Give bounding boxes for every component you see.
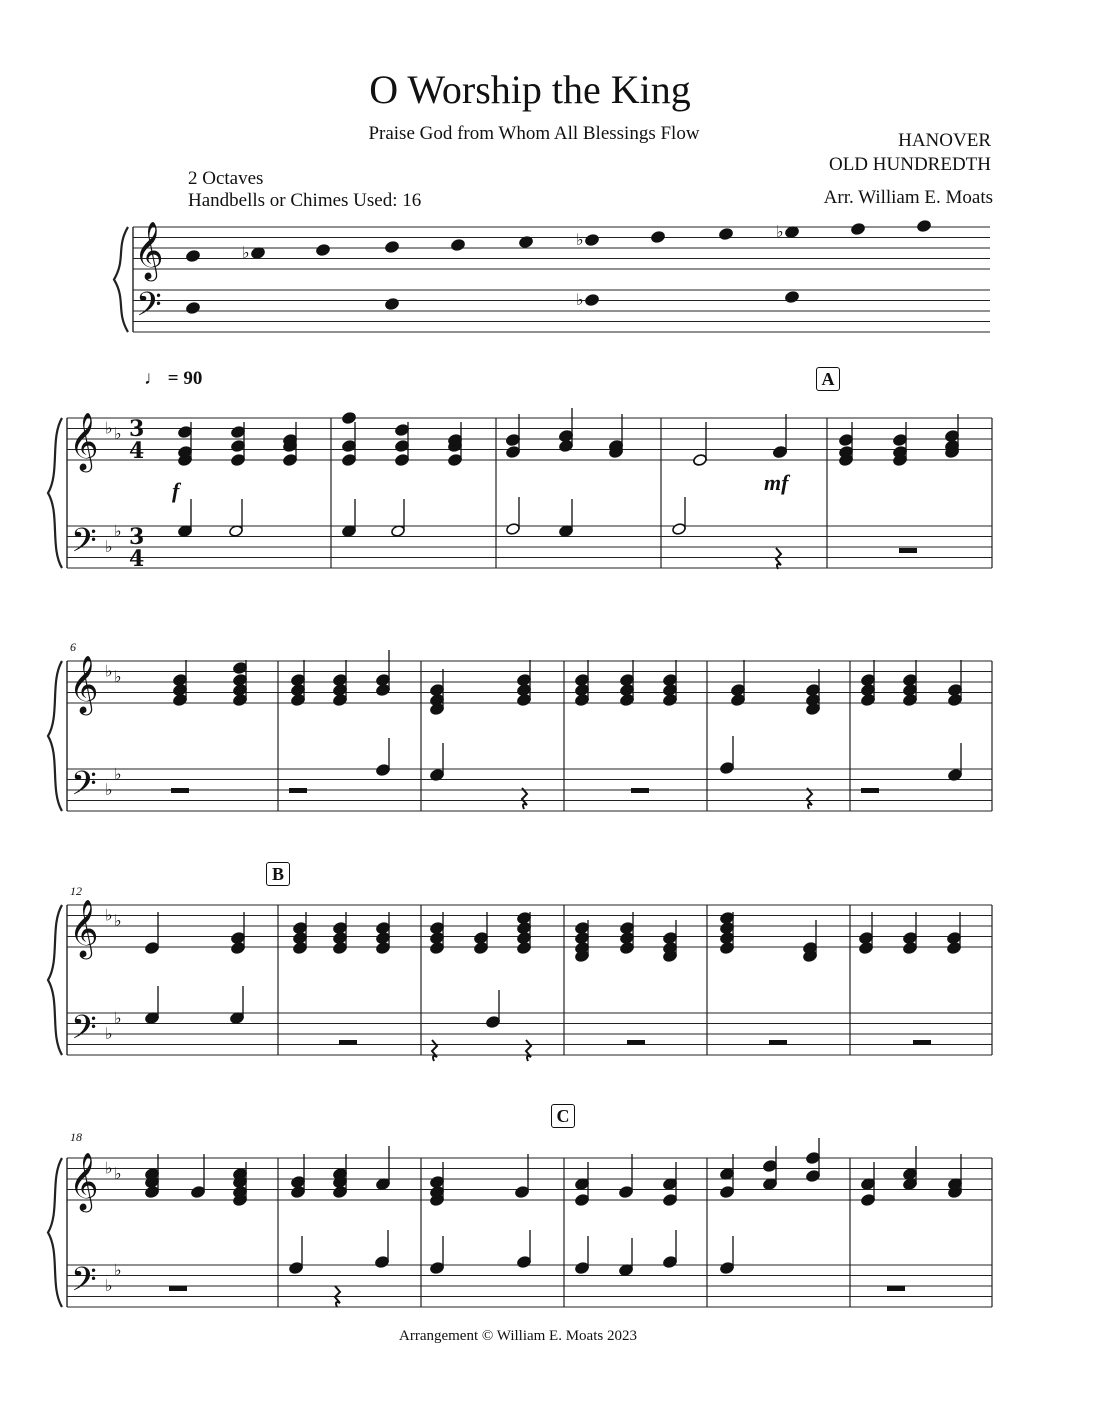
- note-head: [720, 1262, 735, 1275]
- quarter-rest: [526, 1040, 531, 1061]
- flat-sign: ♭: [776, 222, 784, 241]
- note-head: [947, 932, 962, 945]
- note-head: [333, 674, 348, 687]
- flat-sign: ♭: [105, 418, 113, 438]
- whole-rest: [899, 548, 917, 553]
- note-head: [861, 674, 876, 687]
- note-head: [719, 228, 734, 241]
- note-head: [559, 430, 574, 443]
- note-head: [186, 302, 201, 315]
- rehearsal-mark-c: C: [551, 1104, 575, 1128]
- flat-sign: ♭: [114, 910, 122, 930]
- note-head: [178, 426, 193, 439]
- note-head: [333, 922, 348, 935]
- flat-sign: ♭: [105, 537, 113, 556]
- flat-sign: ♭: [105, 1276, 113, 1295]
- flat-sign: ♭: [105, 780, 113, 799]
- note-head: [430, 1262, 445, 1275]
- note-head: [395, 424, 410, 437]
- note-head: [233, 662, 248, 675]
- flat-sign: ♭: [114, 666, 122, 686]
- note-head: [430, 684, 445, 697]
- time-signature-bottom: 4: [129, 438, 145, 464]
- note-head: [948, 684, 963, 697]
- arranger-credit: Arr. William E. Moats: [823, 187, 993, 208]
- note-head: [186, 250, 201, 263]
- measure-number: 12: [70, 884, 82, 898]
- note-head: [903, 932, 918, 945]
- note-head: [375, 1256, 390, 1269]
- measure-number: 6: [70, 640, 76, 654]
- note-head: [839, 434, 854, 447]
- note-head: [945, 430, 960, 443]
- note-head: [506, 434, 521, 447]
- rehearsal-mark-b: B: [266, 862, 290, 886]
- whole-rest: [913, 1040, 931, 1045]
- note-head: [451, 239, 466, 252]
- note-head: [233, 674, 248, 687]
- bass-clef-icon: 𝄢: [71, 1261, 97, 1307]
- flat-sign: ♭: [242, 243, 250, 262]
- note-head: [385, 298, 400, 311]
- note-head: [672, 523, 687, 536]
- whole-rest: [339, 1040, 357, 1045]
- note-head: [663, 674, 678, 687]
- note-head: [506, 446, 521, 459]
- flat-sign: ♭: [105, 661, 113, 681]
- note-head: [806, 684, 821, 697]
- note-head: [283, 454, 298, 467]
- brace: [48, 418, 62, 568]
- note-head: [231, 454, 246, 467]
- note-head: [575, 922, 590, 935]
- note-head: [342, 412, 357, 425]
- whole-rest: [887, 1286, 905, 1291]
- treble-clef-icon: 𝄞: [69, 1152, 99, 1210]
- flat-sign: ♭: [114, 423, 122, 443]
- treble-clef-icon: 𝄞: [69, 655, 99, 713]
- time-signature-bottom: 4: [129, 546, 145, 572]
- copyright-footer: Arrangement © William E. Moats 2023: [399, 1328, 637, 1344]
- note-head: [903, 674, 918, 687]
- bass-clef-icon: 𝄢: [136, 286, 162, 332]
- note-head: [663, 1194, 678, 1207]
- note-head: [448, 454, 463, 467]
- brace: [48, 1158, 62, 1307]
- bass-clef-icon: 𝄢: [71, 1009, 97, 1055]
- bass-clef-icon: 𝄢: [71, 522, 97, 568]
- tune-name-hanover: HANOVER: [898, 130, 991, 151]
- note-head: [291, 674, 306, 687]
- note-head: [517, 674, 532, 687]
- note-head: [395, 440, 410, 453]
- note-head: [785, 291, 800, 304]
- note-head: [763, 1160, 778, 1173]
- note-head: [291, 1176, 306, 1189]
- note-head: [693, 454, 708, 467]
- whole-rest: [627, 1040, 645, 1045]
- whole-rest: [169, 1286, 187, 1291]
- dynamic-mezzo-forte: mf: [764, 470, 789, 495]
- note-head: [342, 440, 357, 453]
- rehearsal-mark-a: A: [816, 367, 840, 391]
- note-head: [342, 454, 357, 467]
- note-head: [395, 454, 410, 467]
- note-head: [231, 440, 246, 453]
- measure-number: 18: [70, 1130, 82, 1144]
- flat-sign: ♭: [105, 1158, 113, 1178]
- time-signature-top: 3: [129, 524, 145, 550]
- note-head: [893, 434, 908, 447]
- note-head: [720, 762, 735, 775]
- note-head: [773, 446, 788, 459]
- whole-rest: [631, 788, 649, 793]
- bass-clef-icon: 𝄢: [71, 765, 97, 811]
- note-head: [474, 932, 489, 945]
- brace: [48, 661, 62, 811]
- note-head: [861, 1194, 876, 1207]
- note-head: [575, 1194, 590, 1207]
- note-head: [620, 922, 635, 935]
- note-head: [731, 684, 746, 697]
- flat-sign: ♭: [105, 905, 113, 925]
- note-head: [663, 932, 678, 945]
- note-head: [506, 523, 521, 536]
- note-head: [289, 1262, 304, 1275]
- note-head: [145, 942, 160, 955]
- flat-sign: ♭: [114, 521, 122, 541]
- note-head: [316, 244, 331, 257]
- note-head: [430, 922, 445, 935]
- note-head: [619, 1186, 634, 1199]
- quarter-rest: [776, 548, 781, 569]
- note-head: [575, 674, 590, 687]
- score-notation: [48, 220, 992, 1307]
- note-head: [376, 764, 391, 777]
- flat-sign: ♭: [114, 1260, 122, 1280]
- whole-rest: [769, 1040, 787, 1045]
- note-head: [515, 1186, 530, 1199]
- flat-sign: ♭: [576, 230, 584, 249]
- time-signature-top: 3: [129, 416, 145, 442]
- brace: [114, 227, 128, 332]
- page-title: O Worship the King: [369, 67, 691, 112]
- octave-range: 2 Octaves: [188, 168, 264, 189]
- note-head: [585, 294, 600, 307]
- note-head: [385, 241, 400, 254]
- note-head: [191, 1186, 206, 1199]
- whole-rest: [289, 788, 307, 793]
- flat-sign: ♭: [114, 1008, 122, 1028]
- flat-sign: ♭: [114, 764, 122, 784]
- treble-clef-icon: 𝄞: [134, 221, 164, 279]
- brace: [48, 905, 62, 1055]
- tune-name-old-hundredth: OLD HUNDREDTH: [828, 154, 991, 175]
- quarter-rest: [432, 1040, 437, 1061]
- note-head: [663, 1256, 678, 1269]
- note-head: [231, 932, 246, 945]
- note-head: [620, 674, 635, 687]
- note-head: [720, 1186, 735, 1199]
- quarter-rest: [807, 788, 812, 809]
- note-head: [806, 1170, 821, 1183]
- note-head: [173, 674, 188, 687]
- note-head: [585, 234, 600, 247]
- note-head: [486, 1016, 501, 1029]
- treble-clef-icon: 𝄞: [69, 412, 99, 470]
- note-head: [917, 220, 932, 233]
- note-head: [517, 1256, 532, 1269]
- note-head: [720, 912, 735, 925]
- flat-sign: ♭: [576, 290, 584, 309]
- note-head: [851, 223, 866, 236]
- note-head: [376, 674, 391, 687]
- tempo-value: = 90: [167, 368, 203, 389]
- note-head: [806, 1152, 821, 1165]
- note-head: [430, 1176, 445, 1189]
- note-head: [517, 912, 532, 925]
- quarter-rest: [522, 788, 527, 809]
- flat-sign: ♭: [105, 1024, 113, 1043]
- quarter-note-icon: ♩: [144, 368, 163, 389]
- dynamic-forte: f: [172, 478, 180, 503]
- note-head: [859, 932, 874, 945]
- bells-used: Handbells or Chimes Used: 16: [188, 190, 422, 211]
- flat-sign: ♭: [114, 1163, 122, 1183]
- note-head: [376, 922, 391, 935]
- whole-rest: [861, 788, 879, 793]
- note-head: [231, 426, 246, 439]
- whole-rest: [171, 788, 189, 793]
- note-head: [575, 1262, 590, 1275]
- treble-clef-icon: 𝄞: [69, 899, 99, 957]
- note-head: [651, 231, 666, 244]
- note-head: [293, 922, 308, 935]
- subtitle: Praise God from Whom All Blessings Flow: [368, 123, 700, 144]
